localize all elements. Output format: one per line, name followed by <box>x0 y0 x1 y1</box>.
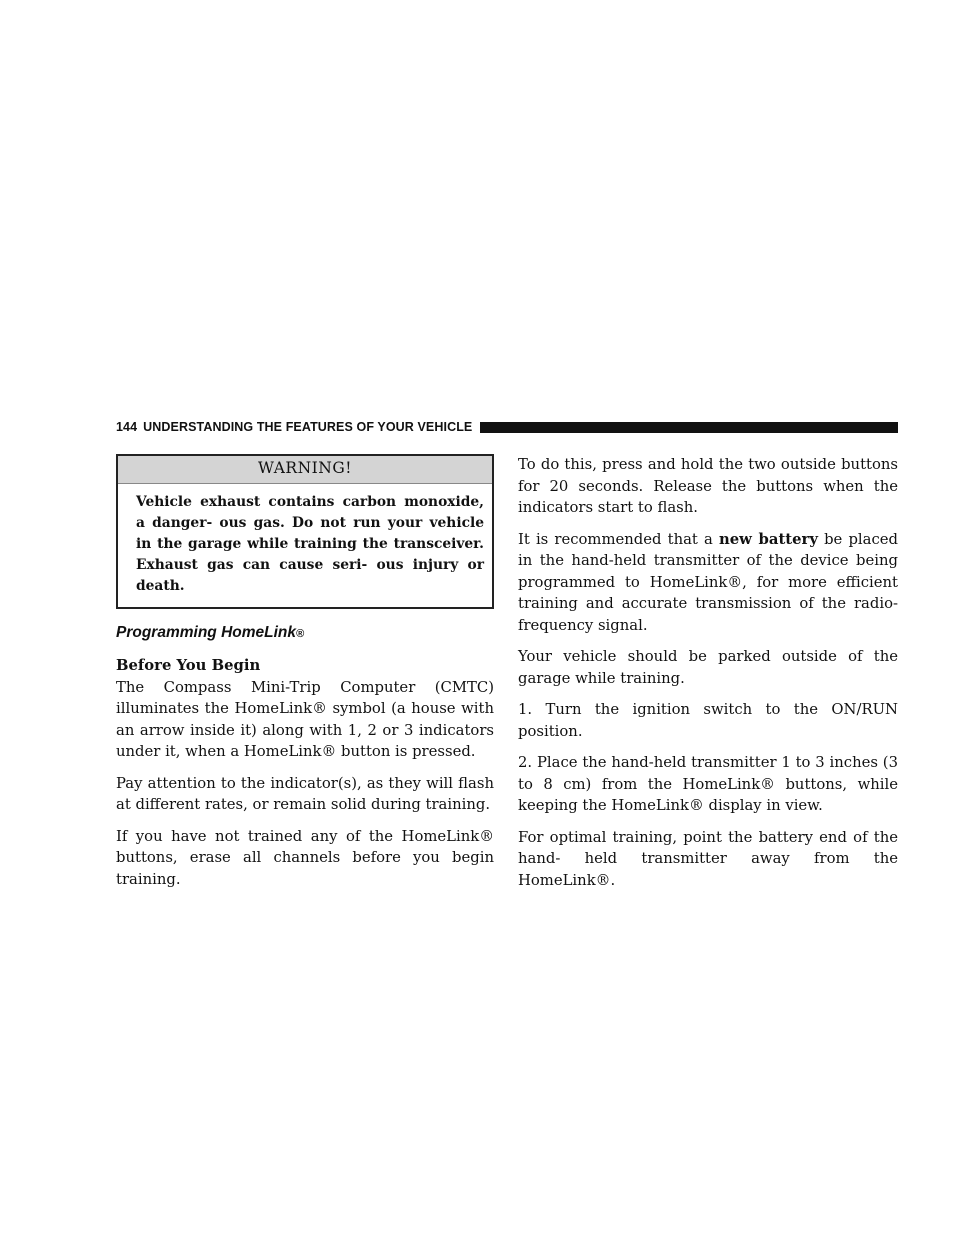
emphasis-text: new battery <box>719 530 818 548</box>
paragraph: If you have not trained any of the HomeLink® buttons, erase all channels before you begin training. <box>116 827 494 888</box>
section-heading <box>116 622 494 646</box>
paragraph: For optimal training, point the battery end of the hand- held transmitter away from the HomeLink®. <box>518 828 898 889</box>
section-heading-text: Programming HomeLink <box>116 623 296 641</box>
paragraph <box>518 529 898 637</box>
paragraph-text: be placed in the hand-held transmitter of the device being programmed to HomeLink®, for more efficient training and accurate transmission of the radio-frequency signal. <box>518 530 898 634</box>
left-column <box>116 454 494 900</box>
header-rule <box>480 422 898 433</box>
paragraph: Your vehicle should be parked outside of the garage while training. <box>518 648 898 687</box>
paragraph: 2. Place the hand-held transmitter 1 to 3 inches (3 to 8 cm) from the HomeLink® buttons, while keeping the HomeLink® display in view. <box>518 754 898 814</box>
section-title: UNDERSTANDING THE FEATURES OF YOUR VEHICLE <box>143 420 473 434</box>
paragraph: To do this, press and hold the two outside buttons for 20 seconds. Release the buttons when the indicators start to flash. <box>518 456 898 516</box>
page-number: 144 <box>116 420 138 434</box>
warning-title: WARNING! <box>118 456 492 484</box>
paragraph-text: It is recommended that a <box>518 530 719 548</box>
paragraph: 1. Turn the ignition switch to the ON/RUN position. <box>518 701 898 740</box>
paragraph: The Compass Mini-Trip Computer (CMTC) illuminates the HomeLink® symbol (a house with an arrow inside it) along with 1, 2 or 3 indicators under it, when a HomeLink® button is pressed. <box>116 678 494 760</box>
page-header <box>116 419 898 435</box>
warning-body: Vehicle exhaust contains carbon monoxide, a danger- ous gas. Do not run your vehicle in the garage while training the transceiver. Exhaust gas can cause seri- ous injury or death. <box>136 493 484 594</box>
subheading: Before You Begin <box>116 657 261 674</box>
right-column <box>518 454 898 901</box>
warning-box <box>116 454 494 609</box>
paragraph: Pay attention to the indicator(s), as they will flash at different rates, or remain solid during training. <box>116 774 494 813</box>
registered-mark: ® <box>296 627 305 640</box>
